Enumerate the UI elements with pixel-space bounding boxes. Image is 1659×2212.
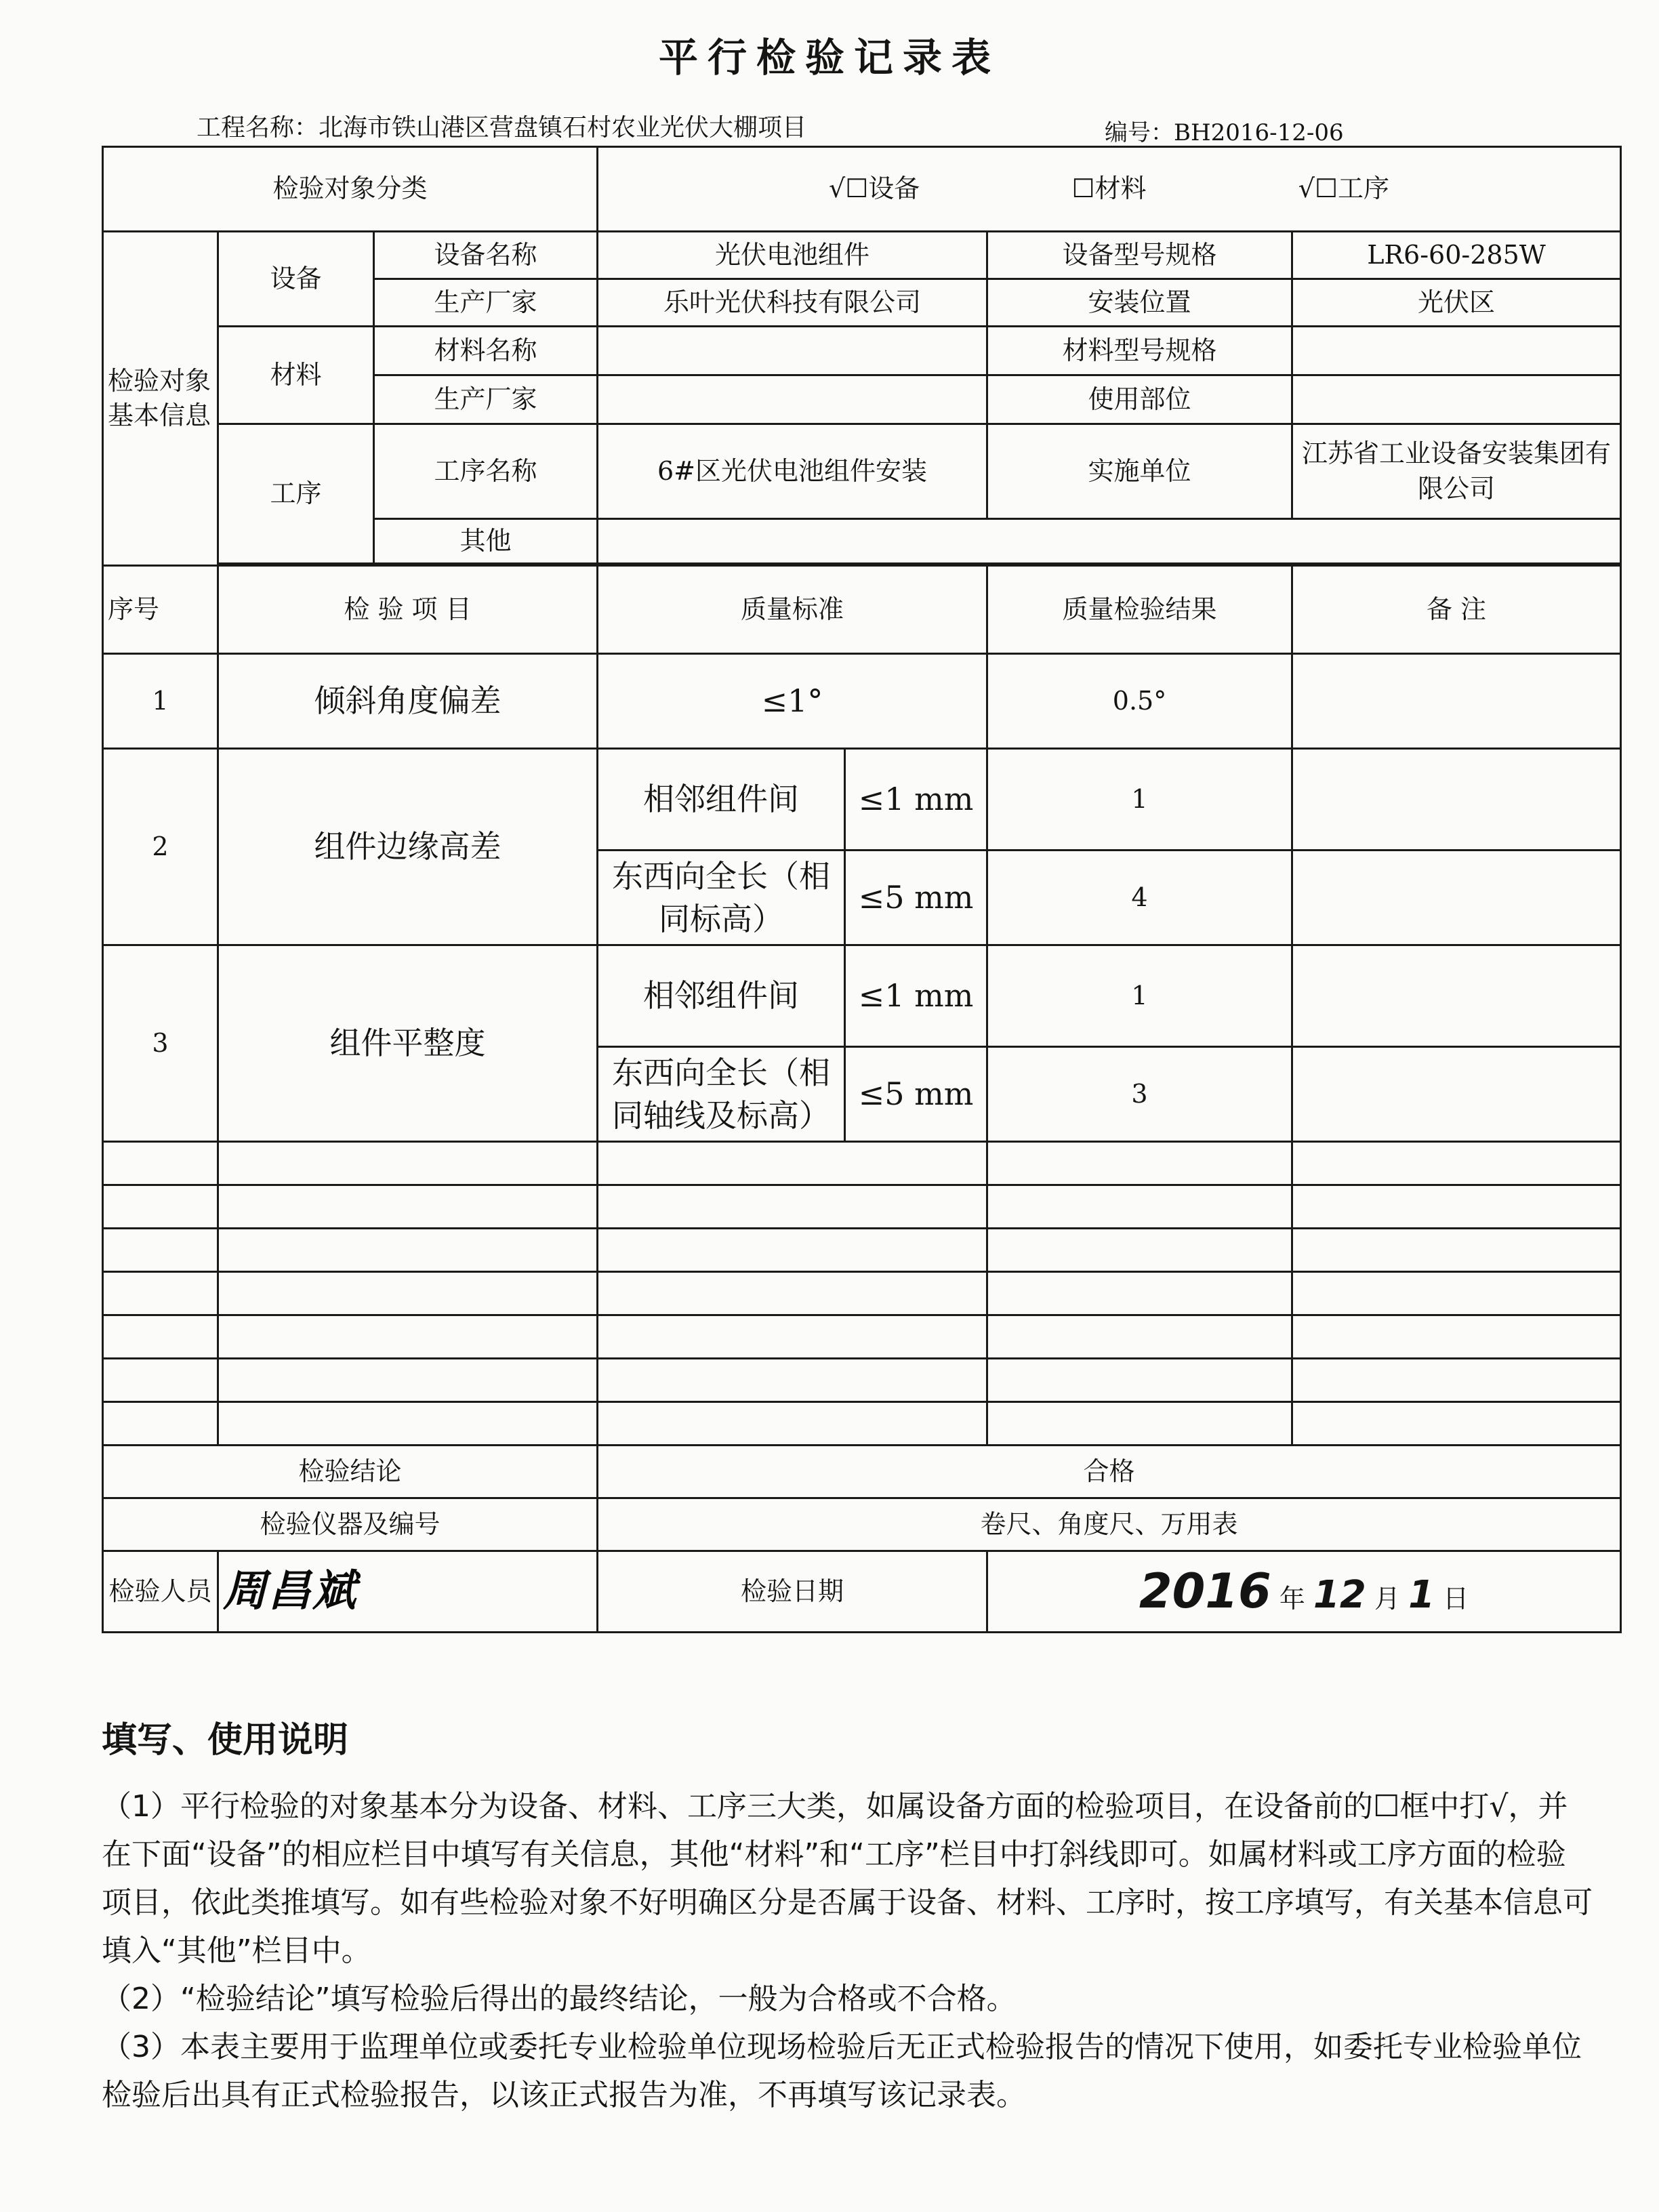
empty-row bbox=[103, 1142, 1621, 1185]
manufacturer-label: 生产厂家 bbox=[374, 279, 598, 327]
date-year: 2016 bbox=[1139, 1563, 1271, 1620]
remark-header: 备 注 bbox=[1292, 566, 1621, 654]
empty-row bbox=[103, 1315, 1621, 1359]
material-model-label: 材料型号规格 bbox=[987, 327, 1292, 375]
project-name: 工程名称：北海市铁山港区营盘镇石村农业光伏大棚项目 bbox=[197, 114, 807, 142]
item-no: 2 bbox=[103, 749, 218, 945]
item-name: 倾斜角度偏差 bbox=[218, 654, 598, 749]
equipment-name-label: 设备名称 bbox=[374, 232, 598, 279]
inspection-table bbox=[102, 146, 1622, 1633]
other-label: 其他 bbox=[374, 519, 598, 564]
no-header: 序号 bbox=[103, 566, 218, 654]
items-header-row bbox=[103, 566, 1621, 654]
item-no: 3 bbox=[103, 945, 218, 1142]
material-model bbox=[1292, 327, 1621, 375]
notes-title: 填写、使用说明 bbox=[102, 1720, 349, 1761]
date-label: 检验日期 bbox=[598, 1551, 987, 1633]
material-name bbox=[598, 327, 987, 375]
item-header: 检 验 项 目 bbox=[218, 566, 598, 654]
sub-item-standard: ≤5 mm bbox=[845, 851, 987, 945]
install-location-label: 安装位置 bbox=[987, 279, 1292, 327]
sub-item-result: 1 bbox=[987, 945, 1292, 1047]
date-month: 12 bbox=[1313, 1573, 1366, 1618]
instruments-label: 检验仪器及编号 bbox=[103, 1498, 598, 1551]
process-checkbox[interactable]: √☐工序 bbox=[1298, 173, 1390, 204]
conclusion-label: 检验结论 bbox=[103, 1446, 598, 1498]
process-name: 6#区光伏电池组件安装 bbox=[598, 424, 987, 519]
install-location: 光伏区 bbox=[1292, 279, 1621, 327]
standard-header: 质量标准 bbox=[598, 566, 987, 654]
empty-row bbox=[103, 1359, 1621, 1402]
classification-label: 检验对象分类 bbox=[103, 147, 598, 232]
date-year-unit: 年 bbox=[1279, 1584, 1305, 1614]
sub-item-standard: ≤1 mm bbox=[845, 749, 987, 851]
equipment-group-label: 设备 bbox=[218, 232, 374, 327]
process-group-label: 工序 bbox=[218, 424, 374, 564]
result-header: 质量检验结果 bbox=[987, 566, 1292, 654]
sub-item-name: 东西向全长（相同标高） bbox=[598, 851, 845, 945]
inspector-signature bbox=[218, 1551, 598, 1633]
date-value bbox=[987, 1551, 1621, 1633]
inspector-row bbox=[103, 1551, 1621, 1633]
sub-item-remark bbox=[1292, 749, 1621, 851]
handwritten-signature: 周昌斌 bbox=[223, 1566, 357, 1617]
conclusion-row bbox=[103, 1446, 1621, 1498]
sub-item-standard: ≤5 mm bbox=[845, 1047, 987, 1142]
empty-row bbox=[103, 1272, 1621, 1315]
item-result: 0.5° bbox=[987, 654, 1292, 749]
document-code: 编号：BH2016-12-06 bbox=[1105, 119, 1344, 146]
equipment-name: 光伏电池组件 bbox=[598, 232, 987, 279]
item-name: 组件平整度 bbox=[218, 945, 598, 1142]
instruments-value: 卷尺、角度尺、万用表 bbox=[598, 1498, 1621, 1551]
empty-row bbox=[103, 1229, 1621, 1272]
date-day-unit: 日 bbox=[1443, 1584, 1469, 1614]
item-standard: ≤1° bbox=[598, 654, 987, 749]
sub-item-result: 4 bbox=[987, 851, 1292, 945]
usage-location bbox=[1292, 375, 1621, 424]
usage-location-label: 使用部位 bbox=[987, 375, 1292, 424]
sub-item-standard: ≤1 mm bbox=[845, 945, 987, 1047]
sub-item-result: 1 bbox=[987, 749, 1292, 851]
page-title: 平行检验记录表 bbox=[658, 35, 1000, 81]
conclusion-value: 合格 bbox=[598, 1446, 1621, 1498]
item-no: 1 bbox=[103, 654, 218, 749]
table-row bbox=[103, 749, 1621, 851]
note-1: （1）平行检验的对象基本分为设备、材料、工序三大类，如属设备方面的检验项目，在设备前的☐框中打√，并在下面“设备”的相应栏目中填写有关信息，其他“材料”和“工序”栏目中打斜线即可。如属材料或工序方面的检验项目，依此类推填写。如有些检验对象不好明确区分是否属于设备、材料、工序时，按工序填写，有关基本信息可填入“其他”栏目中。 bbox=[102, 1789, 1593, 1968]
material-name-label: 材料名称 bbox=[374, 327, 598, 375]
sub-item-name: 相邻组件间 bbox=[598, 749, 845, 851]
item-name: 组件边缘高差 bbox=[218, 749, 598, 945]
sub-item-name: 相邻组件间 bbox=[598, 945, 845, 1047]
material-checkbox[interactable]: ☐材料 bbox=[1071, 173, 1147, 204]
sub-item-result: 3 bbox=[987, 1047, 1292, 1142]
material-group-label: 材料 bbox=[218, 327, 374, 424]
equipment-checkbox[interactable]: √☐设备 bbox=[829, 173, 920, 204]
inspector-label: 检验人员 bbox=[103, 1551, 218, 1633]
process-name-label: 工序名称 bbox=[374, 424, 598, 519]
implementer-label: 实施单位 bbox=[987, 424, 1292, 519]
manufacturer: 乐叶光伏科技有限公司 bbox=[598, 279, 987, 327]
basic-info-label: 检验对象基本信息 bbox=[103, 232, 218, 566]
empty-row bbox=[103, 1185, 1621, 1229]
table-row bbox=[103, 945, 1621, 1047]
sub-item-remark bbox=[1292, 1047, 1621, 1142]
table-row bbox=[103, 654, 1621, 749]
sub-item-name: 东西向全长（相同轴线及标高） bbox=[598, 1047, 845, 1142]
usage-notes bbox=[102, 1711, 1593, 2119]
sub-item-remark bbox=[1292, 851, 1621, 945]
material-manufacturer bbox=[598, 375, 987, 424]
date-day: 1 bbox=[1408, 1573, 1435, 1618]
instruments-row bbox=[103, 1498, 1621, 1551]
empty-row bbox=[103, 1402, 1621, 1446]
item-remark bbox=[1292, 654, 1621, 749]
note-3: （3）本表主要用于监理单位或委托专业检验单位现场检验后无正式检验报告的情况下使用，如委托专业检验单位检验后出具有正式检验报告，以该正式报告为准，不再填写该记录表。 bbox=[102, 2030, 1582, 2112]
note-2: （2）“检验结论”填写检验后得出的最终结论，一般为合格或不合格。 bbox=[102, 1982, 1017, 2016]
material-manufacturer-label: 生产厂家 bbox=[374, 375, 598, 424]
date-month-unit: 月 bbox=[1374, 1584, 1400, 1614]
implementer: 江苏省工业设备安装集团有限公司 bbox=[1292, 424, 1621, 519]
equipment-model: LR6-60-285W bbox=[1292, 232, 1621, 279]
classification-row bbox=[103, 147, 1621, 232]
other-value bbox=[598, 519, 1621, 564]
sub-item-remark bbox=[1292, 945, 1621, 1047]
equipment-model-label: 设备型号规格 bbox=[987, 232, 1292, 279]
classification-options bbox=[598, 147, 1621, 232]
